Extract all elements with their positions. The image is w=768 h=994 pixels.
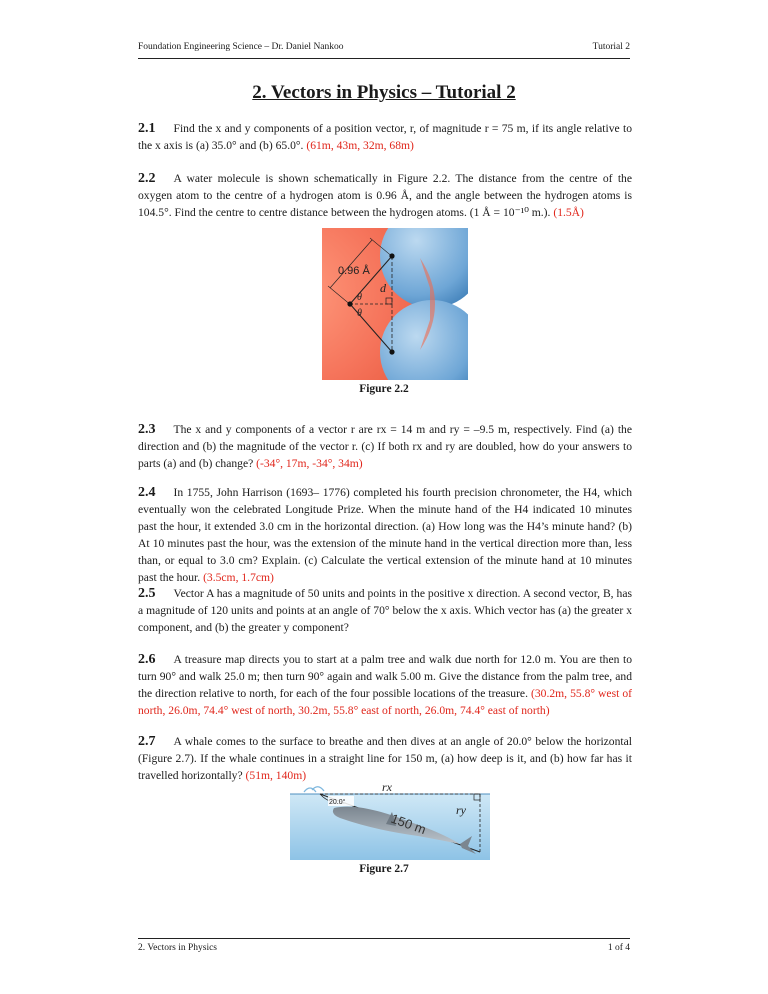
whale-dive-diagram bbox=[290, 784, 490, 860]
figure-2-2 bbox=[300, 228, 468, 380]
question-answer: (30.2m, 55.8° west of north, 26.0m, 74.4° west of north, 30.2m, 55.8° east of north, 26.0m, 74.4° east of north) bbox=[138, 687, 632, 717]
question-text: A water molecule is shown schematically in Figure 2.2. The distance from the centre of the oxygen atom to the centre of a hydrogen atom is 0.96 Å, and the angle between the hydrogen atoms is 104.5°. Find the centre to centre distance between the hydrogen atoms. (1 Å = 10⁻¹⁰ m.). bbox=[138, 172, 632, 219]
question-number: 2.3 bbox=[138, 422, 156, 437]
figure-2-7 bbox=[290, 784, 490, 860]
figure-caption: Figure 2.2 bbox=[359, 383, 409, 395]
question-text: Find the x and y components of a position vector, r, of magnitude r = 75 m, if its angle relative to the x axis is (a) 35.0° and (b) 65.0°. bbox=[138, 122, 632, 152]
header-left: Foundation Engineering Science – Dr. Daniel Nankoo bbox=[138, 42, 344, 52]
question-answer: (-34°, 17m, -34°, 34m) bbox=[256, 457, 363, 470]
question-text: A whale comes to the surface to breathe and then dives at an angle of 20.0° below the horizontal (Figure 2.7). If the whale continues in a straight line for 150 m, (a) how deep is it, and (b) how far has it travelled horizontally? bbox=[138, 735, 632, 782]
question-number: 2.4 bbox=[138, 485, 156, 500]
question-text: In 1755, John Harrison (1693– 1776) completed his fourth precision chronometer, the H4, which eventually won the celebrated Longitude Prize. When the minute hand of the H4 indicated 10 minutes past the hour, it extended 3.0 cm in the horizontal direction. (a) How long was the H4’s minute hand? (b) At 10 minutes past the hour, was the extension of the minute hand in the vertical direction more than, less than, or equal to 3.0 cm? Explain. (c) Calculate the vertical extension of the minute hand at 10 minutes past the hour. bbox=[138, 486, 632, 584]
question-2-6 bbox=[138, 651, 632, 719]
question-number: 2.7 bbox=[138, 734, 156, 749]
question-text: The x and y components of a vector r are rx = 14 m and ry = –9.5 m, respectively. Find (a) the direction and (b) the magnitude of the vector r. (c) If both rx and ry are doubled, how do your answers to parts (a) and (b) change? bbox=[138, 423, 632, 470]
question-2-2 bbox=[138, 170, 632, 221]
question-2-7 bbox=[138, 733, 632, 784]
bond-length-label: 0.96 Å bbox=[338, 265, 370, 277]
question-2-4 bbox=[138, 484, 632, 586]
question-answer: (51m, 140m) bbox=[245, 769, 307, 782]
question-2-5 bbox=[138, 585, 632, 636]
figure-caption: Figure 2.7 bbox=[359, 863, 409, 875]
question-2-1 bbox=[138, 120, 632, 154]
question-number: 2.6 bbox=[138, 652, 156, 667]
question-number: 2.1 bbox=[138, 121, 156, 136]
page-footer bbox=[138, 938, 630, 958]
question-number: 2.2 bbox=[138, 171, 156, 186]
page-number: 1 of 4 bbox=[607, 943, 630, 953]
question-answer: (3.5cm, 1.7cm) bbox=[203, 571, 274, 584]
angle-label-theta: θ bbox=[357, 292, 362, 303]
angle-label-theta: θ bbox=[357, 308, 362, 319]
question-answer: (1.5Å) bbox=[553, 206, 584, 219]
angle-label: 20.0° bbox=[329, 799, 346, 806]
question-text: A treasure map directs you to start at a palm tree and walk due north for 12.0 m. You are then to turn 90° and walk 25.0 m; then turn 90° again and walk 5.00 m. Give the distance from the palm tree, and the direction relative to north, for each of the four possible locations of the treasure. bbox=[138, 653, 632, 700]
page-title: 2. Vectors in Physics – Tutorial 2 bbox=[252, 82, 516, 103]
question-answer: (61m, 43m, 32m, 68m) bbox=[306, 139, 414, 152]
question-number: 2.5 bbox=[138, 586, 156, 601]
hydrogen-center-dot bbox=[389, 253, 394, 258]
hydrogen-center-dot bbox=[389, 349, 394, 354]
page-header bbox=[138, 42, 630, 59]
oxygen-center-dot bbox=[347, 301, 352, 306]
question-2-3 bbox=[138, 421, 632, 472]
rx-label: rx bbox=[382, 784, 392, 794]
distance-label-d: d bbox=[380, 281, 386, 295]
footer-left: 2. Vectors in Physics bbox=[138, 943, 217, 953]
water-molecule-diagram bbox=[300, 228, 468, 380]
distance-label: 150 m bbox=[388, 810, 429, 838]
ry-label: ry bbox=[456, 803, 466, 817]
splash-icon bbox=[304, 787, 324, 792]
header-right: Tutorial 2 bbox=[592, 42, 630, 52]
question-text: Vector A has a magnitude of 50 units and points in the positive x direction. A second vector, B, has a magnitude of 120 units and points at an angle of 70° below the x axis. Which vector has (a) the greater x component, and (b) the greater y component? bbox=[138, 587, 632, 634]
